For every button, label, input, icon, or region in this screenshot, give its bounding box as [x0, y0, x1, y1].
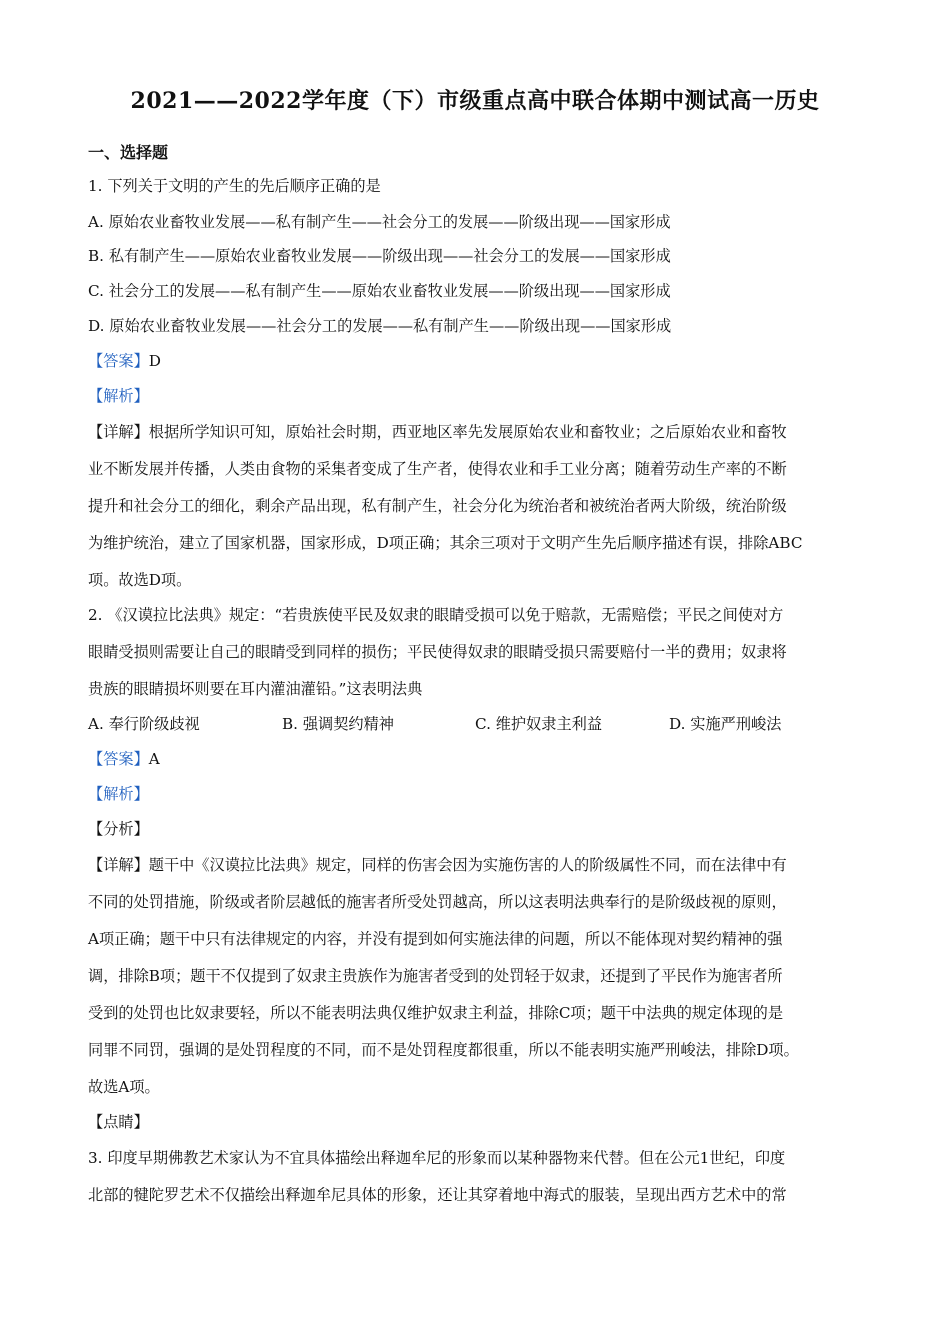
q2-stem-line: 贵族的眼睛损坏则要在耳内灌油灌铅。”这表明法典: [88, 680, 423, 698]
q2-detail-line: 同罪不同罚，强调的是处罚程度的不同，而不是处罚程度都很重，所以不能表明实施严刑峻法，排除D项。: [88, 1041, 799, 1059]
q1-analysis-tag: 【解析】: [88, 387, 149, 405]
q2-answer-row: [88, 749, 160, 769]
q1-answer: D: [148, 352, 161, 370]
page-title: 2021——2022学年度（下）市级重点高中联合体期中测试高一历史: [130, 88, 820, 114]
q2-detail-line: A项正确；题干中只有法律规定的内容，并没有提到如何实施法律的问题，所以不能体现对契约精神的强: [88, 930, 783, 948]
q2-option-a: A. 奉行阶级歧视: [88, 715, 200, 733]
q1-detail-line: [88, 422, 787, 442]
q2-stem-line: 眼睛受损则需要让自己的眼睛受到同样的损伤；平民使得奴隶的眼睛受损只需要赔付一半的费用；奴隶将: [88, 643, 787, 661]
answer-tag: 【答案】: [88, 750, 149, 768]
q2-answer: A: [148, 750, 160, 768]
q1-option-d: D. 原始农业畜牧业发展——社会分工的发展——私有制产生——阶级出现——国家形成: [88, 317, 672, 335]
q3-stem-line: 北部的犍陀罗艺术不仅描绘出释迦牟尼具体的形象，还让其穿着地中海式的服装，呈现出西方艺术中的常: [88, 1186, 787, 1204]
q2-detail-text: 题干中《汉谟拉比法典》规定，同样的伤害会因为实施伤害的人的阶级属性不同，而在法律中有: [148, 856, 787, 874]
q2-detail-line: 受到的处罚也比奴隶要轻，所以不能表明法典仅维护奴隶主利益，排除C项；题干中法典的规定体现的是: [88, 1004, 784, 1022]
section-heading: 一、选择题: [88, 143, 169, 162]
q2-stem-line: 2. 《汉谟拉比法典》规定：“若贵族使平民及奴隶的眼睛受损可以免于赔款，无需赔偿；平民之间使对方: [88, 606, 784, 624]
q1-stem: 1. 下列关于文明的产生的先后顺序正确的是: [88, 177, 381, 195]
q1-detail-text: 根据所学知识可知，原始社会时期，西亚地区率先发展原始农业和畜牧业；之后原始农业和畜牧: [148, 423, 787, 441]
q3-stem-line: 3. 印度早期佛教艺术家认为不宜具体描绘出释迦牟尼的形象而以某种器物来代替。但在公元1世纪，印度: [88, 1149, 786, 1167]
q2-detail-line: 故选A项。: [88, 1078, 160, 1096]
answer-tag: 【答案】: [88, 352, 149, 370]
q2-detail-line: 调，排除B项；题干不仅提到了奴隶主贵族作为施害者受到的处罚轻于奴隶，还提到了平民作为施害者所: [88, 967, 783, 985]
q1-detail-line: 为维护统治，建立了国家机器，国家形成，D项正确；其余三项对于文明产生先后顺序描述有误，排除ABC: [88, 534, 803, 552]
q1-option-c: C. 社会分工的发展——私有制产生——原始农业畜牧业发展——阶级出现——国家形成: [88, 282, 671, 300]
q2-option-b: B. 强调契约精神: [282, 715, 394, 733]
q1-option-a: A. 原始农业畜牧业发展——私有制产生——社会分工的发展——阶级出现——国家形成: [88, 213, 671, 231]
q1-detail-line: 项。故选D项。: [88, 571, 192, 589]
q1-detail-line: 提升和社会分工的细化，剩余产品出现，私有制产生，社会分化为统治者和被统治者两大阶级，统治阶级: [88, 497, 787, 515]
q2-fenxi-tag: 【分析】: [88, 820, 149, 838]
q2-analysis-tag: 【解析】: [88, 785, 149, 803]
q2-dianjing-tag: 【点睛】: [88, 1113, 149, 1131]
q2-option-d: D. 实施严刑峻法: [669, 715, 782, 733]
detail-tag: 【详解】: [88, 423, 149, 441]
q1-answer-row: [88, 351, 161, 371]
q2-detail-line: [88, 855, 787, 875]
detail-tag: 【详解】: [88, 856, 149, 874]
q2-detail-line: 不同的处罚措施，阶级或者阶层越低的施害者所受处罚越高，所以这表明法典奉行的是阶级歧视的原则，: [88, 893, 787, 911]
q2-option-c: C. 维护奴隶主利益: [475, 715, 603, 733]
q1-detail-line: 业不断发展并传播，人类由食物的采集者变成了生产者，使得农业和手工业分离；随着劳动生产率的不断: [88, 460, 787, 478]
q1-option-b: B. 私有制产生——原始农业畜牧业发展——阶级出现——社会分工的发展——国家形成: [88, 247, 671, 265]
